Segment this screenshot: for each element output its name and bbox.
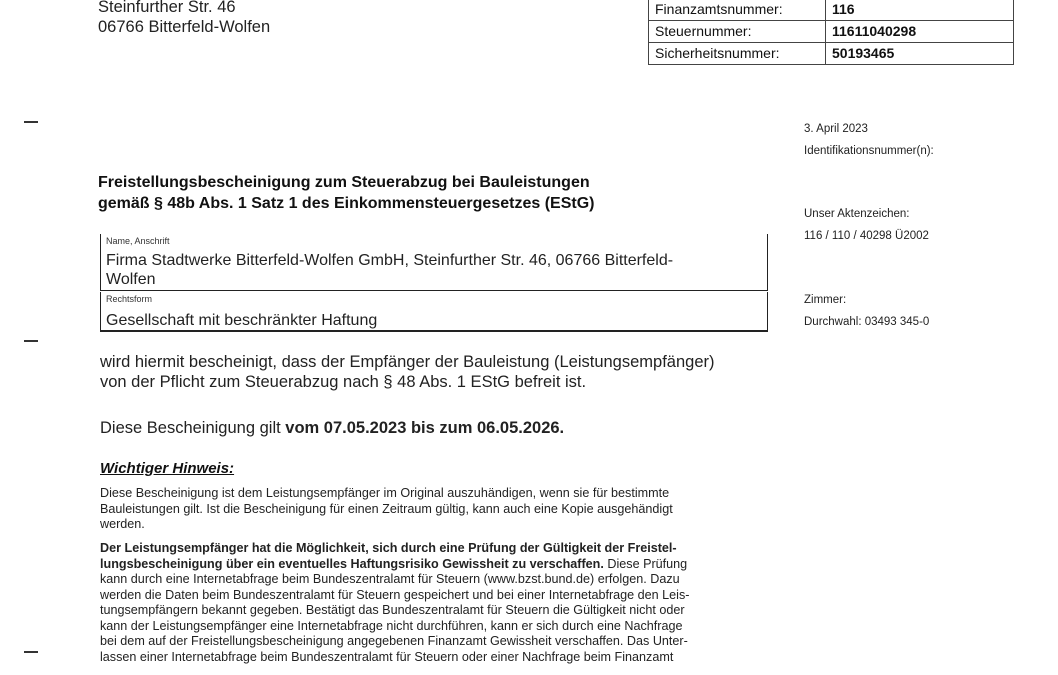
notice-p2-line: lassen einer Internetabfrage beim Bundeszentralamt für Steuern oder einer Nachfrage beim Finanzamt — [100, 649, 674, 664]
legal-form-value: Gesellschaft mit beschränkter Haftung — [106, 312, 378, 329]
notice-p1-line: werden. — [100, 517, 145, 531]
recipient-name-line-1: Firma Stadtwerke Bitterfeld-Wolfen GmbH, Steinfurther Str. 46, 06766 Bitterfeld- — [106, 252, 674, 269]
recipient-name-line-2: Wolfen — [106, 271, 156, 288]
validity-prefix: Diese Bescheinigung gilt — [100, 419, 286, 437]
body-line-2: von der Pflicht zum Steuerabzug nach § 48 Abs. 1 EStG befreit ist. — [100, 373, 587, 391]
notice-p2-line: bei dem auf der Freistellungsbescheinigung angegebenen Finanzamt Gewissheit verschaffen. Das Unter- — [100, 634, 688, 648]
recipient-name-box — [100, 234, 768, 291]
tax-id-table — [648, 0, 1014, 65]
durchwahl: Durchwahl: 03493 345-0 — [804, 316, 930, 328]
legal-form-label: Rechtsform — [106, 294, 153, 304]
ident-label: Identifikationsnummer(n): — [804, 145, 934, 157]
body-line-1: wird hiermit bescheinigt, dass der Empfänger der Bauleistung (Leistungsempfänger) — [100, 353, 715, 371]
title-line-2: gemäß § 48b Abs. 1 Satz 1 des Einkommensteuergesetzes (EStG) — [98, 195, 595, 212]
document-date: 3. April 2023 — [804, 123, 868, 135]
notice-p2-line: kann durch eine Internetabfrage beim Bundeszentralamt für Steuern (www.bzst.bund.de) erfolgen. Dazu — [100, 572, 680, 586]
notice-p2-line: kann der Leistungsempfänger eine Internetabfrage nicht durchführen, kann er sich durch eine Nachfrage — [100, 618, 683, 633]
table-row — [649, 21, 1014, 43]
table-row — [649, 43, 1014, 65]
notice-paragraph-1 — [100, 486, 768, 533]
notice-p2-bold-line — [100, 541, 768, 557]
fold-mark — [24, 121, 38, 123]
title-line-1: Freistellungsbescheinigung zum Steuerabzug bei Bauleistungen — [98, 174, 590, 191]
notice-p2-line: tungsempfängern bekannt gegeben. Bestätigt das Bundeszentralamt für Steuern die Gültigkeit nicht oder — [100, 603, 685, 617]
document-title — [98, 172, 594, 214]
notice-p2-line: werden die Daten beim Bundeszentralamt für Steuern gespeichert und bei einer Internetabfrage den Leis- — [100, 587, 690, 602]
sicherheitsnummer-value: 50193465 — [826, 43, 1014, 65]
fold-mark — [24, 340, 38, 342]
zimmer-label: Zimmer: — [804, 294, 847, 306]
notice-p2-bold-text: lungsbescheinigung über ein eventuelles Haftungsrisiko Gewissheit zu verschaffen. — [100, 556, 604, 571]
steuernummer-value: 11611040298 — [826, 21, 1014, 43]
legal-form-box — [100, 292, 768, 332]
steuernummer-label: Steuernummer: — [649, 21, 826, 43]
notice-p2-bold-text: Der Leistungsempfänger hat die Möglichkeit, sich durch eine Prüfung der Gültigkeit der Freistel- — [100, 541, 677, 555]
aktenzeichen-label: Unser Aktenzeichen: — [804, 208, 910, 220]
aktenzeichen-value: 116 / 110 / 40298 Ü2002 — [804, 230, 929, 242]
address-street: Steinfurther Str. 46 — [98, 0, 236, 16]
notice-p1-line: Diese Bescheinigung ist dem Leistungsempfänger im Original auszuhändigen, wenn sie für bestimmte — [100, 486, 670, 500]
validity-period: vom 07.05.2023 bis zum 06.05.2026. — [285, 419, 565, 437]
name-label: Name, Anschrift — [106, 236, 170, 246]
finanzamtsnummer-label: Finanzamtsnummer: — [649, 0, 826, 21]
fold-mark — [24, 651, 38, 653]
notice-p2-inline-text: Diese Prüfung — [603, 556, 688, 571]
table-row — [649, 0, 1014, 21]
validity-statement — [100, 418, 564, 438]
notice-heading: Wichtiger Hinweis: — [100, 460, 235, 477]
finanzamtsnummer-value: 116 — [826, 0, 1014, 21]
sicherheitsnummer-label: Sicherheitsnummer: — [649, 43, 826, 65]
notice-paragraph-2 — [100, 541, 768, 665]
address-city: 06766 Bitterfeld-Wolfen — [98, 18, 271, 36]
notice-p2-mixed-line — [100, 557, 768, 573]
notice-p1-line: Bauleistungen gilt. Ist die Bescheinigung für einen Zeitraum gültig, kann auch eine Kopie ausgehändigt — [100, 501, 673, 516]
